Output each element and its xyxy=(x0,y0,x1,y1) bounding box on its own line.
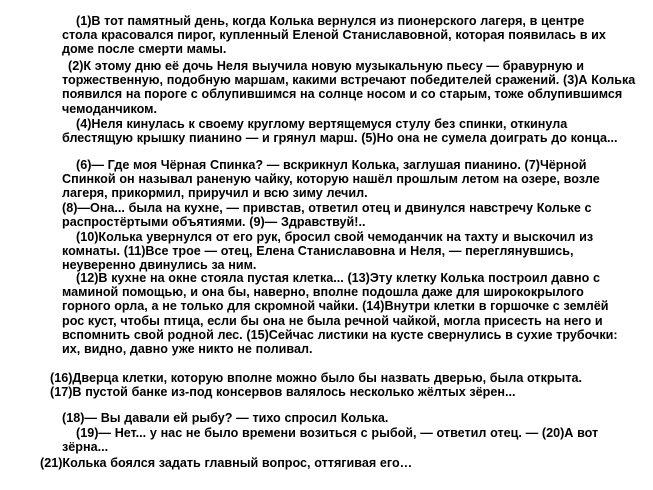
paragraph-2: (2)К этому дню её дочь Неля выучила новую музыкальную пьесу — бравурную и торжественную, подобную маршам, какими встречают победителей сражений. (3)А Колька появился на пороге с облупившимся на солнце носом и со старым, тоже облупившимся чемоданчиком. xyxy=(62,59,636,116)
paragraph-5: (8)—Она... была на кухне, — привстав, ответил отец и двинулся навстречу Кольке с распростёртыми объятиями. (9)— Здравствуй!.. xyxy=(62,201,592,230)
paragraph-7: (12)В кухне на окне стояла пустая клетка... (13)Эту клетку Колька построил давно с маминой помощью, и она бы, наверно, вполне подошла даже для ширококрылого горного орла, а не только для скромной чайки. (14)Внутри клетки в горшочке с землёй рос куст, чтобы птица, если бы она не была речной чайкой, могла присесть на него и вспомнить свой родной лес. (15)Сейчас листики на кусте свернулись в сухие трубочки: их, видно, давно уже никто не поливал. xyxy=(62,271,618,357)
paragraph-1: (1)В тот памятный день, когда Колька вернулся из пионерского лагеря, в центре стола красовался пирог, купленный Еленой Станиславовной, которая появилась в их доме после смерти мамы. xyxy=(62,14,606,57)
paragraph-8: (16)Дверца клетки, которую вполне можно было бы назвать дверью, была открыта. (17)В пустой банке из-под консервов валялось несколько жёлтых зёрен... xyxy=(50,371,582,400)
paragraph-4: (6)— Где моя Чёрная Спинка? — вскрикнул Колька, заглушая пианино. (7)Чёрной Спинкой он называл раненую чайку, которую нашёл прошлым летом на озере, возле лагеря, прикормил, приручил и всю зиму лечил. xyxy=(62,158,600,201)
paragraph-9: (18)— Вы давали ей рыбу? — тихо спросил Колька. xyxy=(62,411,389,425)
paragraph-6: (10)Колька увернулся от его рук, бросил свой чемоданчик на тахту и выскочил из комнаты. (11)Все трое — отец, Елена Станиславовна и Неля, — переглянувшись, неуверенно двинулись за ним. xyxy=(62,230,594,273)
paragraph-10: (19)— Нет... у нас не было времени возиться с рыбой, — ответил отец. — (20)А вот зёрна... xyxy=(62,426,599,455)
paragraph-11: (21)Колька боялся задать главный вопрос, оттягивая его… xyxy=(40,456,413,470)
paragraph-3: (4)Неля кинулась к своему круглому вертящемуся стулу без спинки, откинула блестящую крышку пианино — и грянул марш. (5)Но она не сумела доиграть до конца... xyxy=(62,117,618,146)
